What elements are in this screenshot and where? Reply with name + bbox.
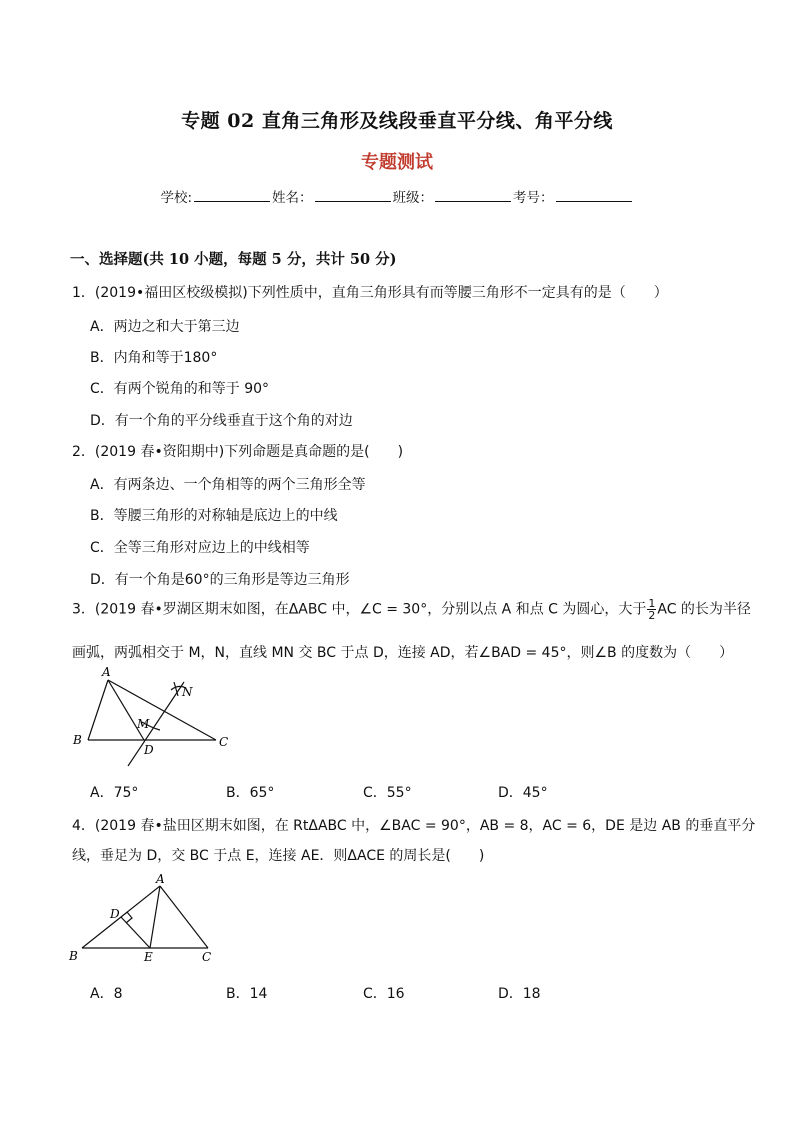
q3-fraction-numerator: 1	[648, 597, 656, 610]
q2-option-d[interactable]: D．有一个角是60°的三角形是等边三角形	[90, 572, 350, 588]
q4-label-c: C	[202, 950, 212, 964]
q3-fraction-denominator: 2	[648, 609, 656, 622]
q1-option-a[interactable]: A．两边之和大于第三边	[90, 319, 240, 335]
q2-option-c[interactable]: C．全等三角形对应边上的中线相等	[90, 540, 310, 556]
q4-option-b[interactable]: B．14	[226, 986, 268, 1002]
q2-option-b[interactable]: B．等腰三角形的对称轴是底边上的中线	[90, 508, 338, 524]
q3-options	[90, 782, 610, 802]
q3-option-b[interactable]: B．65°	[226, 785, 275, 801]
q4-segment-ae	[150, 886, 160, 948]
q2-option-a[interactable]: A．有两条边、一个角相等的两个三角形全等	[90, 477, 366, 493]
q3-label-m: M	[137, 717, 150, 731]
number-blank[interactable]	[556, 189, 632, 202]
q3-segment-ab	[88, 680, 108, 740]
q4-option-d[interactable]: D．18	[498, 986, 541, 1002]
q4-option-c[interactable]: C．16	[363, 986, 405, 1002]
class-label: 班级：	[392, 190, 434, 206]
page-subtitle: 专题测试	[361, 152, 433, 173]
q3-stem-part2: AC 的长为半径	[657, 601, 751, 618]
q4-segment-de	[121, 917, 150, 948]
q3-option-a[interactable]: A．75°	[90, 785, 139, 801]
q3-fraction	[647, 598, 656, 621]
q1-stem: 1．(2019•福田区校级模拟)下列性质中，直角三角形具有而等腰三角形不一定具有的是（ ）	[72, 285, 668, 301]
q4-stem-line1: 4．(2019 春•盐田区期末如图，在 RtΔABC 中，∠BAC = 90°，AB = 8，AC = 6，DE 是边 AB 的垂直平分	[72, 818, 756, 834]
q4-option-a[interactable]: A．8	[90, 986, 123, 1002]
q4-segment-ac	[160, 886, 208, 948]
q4-stem-line2: 线，垂足为 D，交 BC 于点 E，连接 AE．则ΔACE 的周长是( )	[72, 848, 485, 864]
q3-label-a: A	[102, 665, 111, 679]
q1-option-b[interactable]: B．内角和等于180°	[90, 350, 218, 366]
q3-stem-line2: 画弧，两弧相交于 M，N，直线 MN 交 BC 于点 D，连接 AD，若∠BAD = 45°，则∠B 的度数为（ ）	[72, 645, 734, 661]
class-blank[interactable]	[435, 189, 511, 202]
q4-label-a: A	[156, 872, 165, 886]
student-info-line	[0, 186, 794, 206]
q4-figure	[66, 872, 226, 968]
q4-label-b: B	[69, 949, 78, 963]
q4-label-e: E	[144, 950, 153, 964]
number-label: 考号：	[513, 190, 554, 206]
q3-option-d[interactable]: D．45°	[498, 785, 548, 801]
q3-label-n: N	[182, 685, 193, 699]
q3-label-d: D	[144, 743, 154, 757]
q3-segment-ac	[108, 680, 216, 740]
q1-option-c[interactable]: C．有两个锐角的和等于 90°	[90, 381, 270, 397]
q3-label-c: C	[219, 735, 229, 749]
page-title: 专题 02 直角三角形及线段垂直平分线、角平分线	[181, 110, 613, 132]
q3-figure	[68, 664, 248, 772]
q3-option-c[interactable]: C．55°	[363, 785, 412, 801]
name-blank[interactable]	[315, 189, 391, 202]
q4-right-angle-mark	[126, 912, 132, 923]
q3-stem-part1: 3．(2019 春•罗湖区期末如图，在ΔABC 中，∠C = 30°，分别以点 A 和点 C 为圆心，大于	[72, 601, 647, 618]
q3-segment-ad	[108, 680, 144, 740]
section-heading: 一、选择题(共 10 小题，每题 5 分，共计 50 分)	[70, 251, 397, 268]
q4-label-d: D	[110, 907, 120, 921]
name-label: 姓名：	[272, 190, 313, 206]
q1-option-d[interactable]: D．有一个角的平分线垂直于这个角的对边	[90, 413, 353, 429]
school-blank[interactable]	[194, 189, 270, 202]
q4-options	[90, 983, 610, 1003]
q3-label-b: B	[73, 733, 82, 747]
q3-stem-line1	[72, 598, 751, 621]
q2-stem: 2．(2019 春•资阳期中)下列命题是真命题的是( )	[72, 444, 404, 460]
school-label: 学校:	[160, 190, 193, 206]
